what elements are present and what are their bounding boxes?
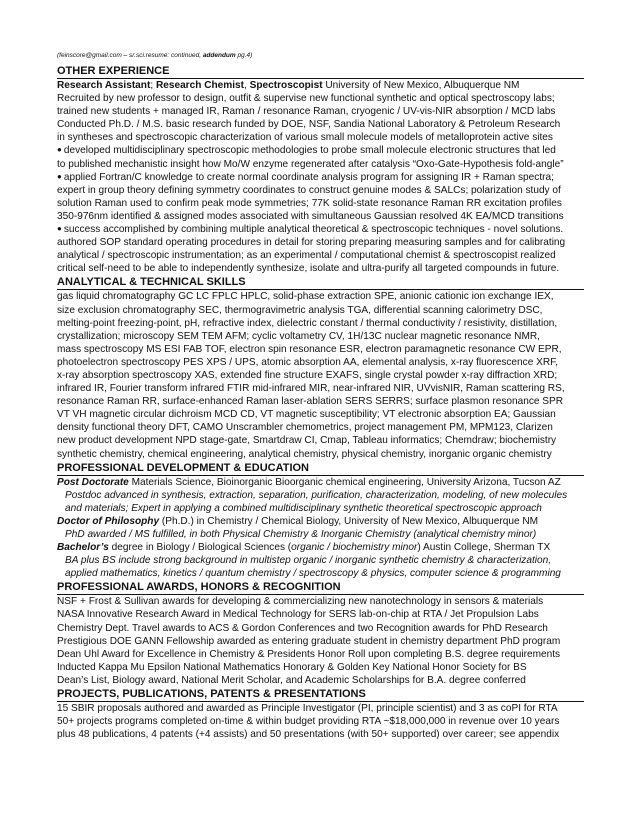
skills-line: size exclusion chromatography SEC, thermogravimetric analysis TGA, differential scanning calorimetry DSC,	[57, 304, 543, 316]
resume-page	[57, 52, 584, 741]
experience-role-line: Research Assistant; Research Chemist, Spectroscopist University of New Mexico, Albuquerque NM	[57, 80, 520, 91]
skills-line: photoelectron spectroscopy PES XPS / UPS, atomic absorption AA, elemental analysis, x-ray fluorescence XRF,	[57, 356, 558, 368]
skills-line: crystallization; microscopy SEM TEM AFM; cyclic voltametry CV, 1H/13C nuclear magnetic resonance NMR,	[57, 330, 540, 342]
award-line: NASA Innovative Research Award in Medical Technology for SERS lab-on-chip at RTA / Jet Propulsion Labs	[57, 609, 539, 621]
award-line: NSF + Frost & Sullivan awards for developing & commercializing new nanotechnology in sensors & materials	[57, 596, 544, 608]
award-line: Chemistry Dept. Travel awards to ACS & Gordon Conferences and two Recognition awards for PhD Research	[57, 622, 548, 634]
skills-line: x-ray absorption spectroscopy XAS, extended fine structure EXAFS, single crystal powder x-ray diffraction XRD;	[57, 369, 558, 381]
skills-line: new product development NPD stage-gate, Smartdraw CI, Cmap, Tableau informatics; Chemdraw; biochemistry	[57, 435, 557, 447]
experience-line: Recruited by new professor to design, outfit & supervise new functional synthetic and optical spectroscopy labs;	[57, 93, 555, 105]
skills-line: VT VH magnetic circular dichroism MCD CD, VT magnetic susceptibility; VT electronic absorption EA; Gaussian	[57, 409, 556, 421]
experience-bullet-line: solution Raman used to confirm peak mode symmetries; 77K solid-state resonance Raman RR excitation profiles	[57, 197, 562, 209]
award-line: Dean’s List, Biology award, National Merit Scholar, and Academic Scholarships for B.A. degree conferred	[57, 674, 526, 686]
section-other-experience-title: OTHER EXPERIENCE	[57, 65, 584, 79]
experience-bullet-line: critical self-need to be able to independently synthesize, isolate and ultra-purify all targeted compounds in future.	[57, 263, 560, 275]
section-projects-title: PROJECTS, PUBLICATIONS, PATENTS & PRESENTATIONS	[57, 688, 584, 702]
skills-line: density functional theory DFT, CAMO Unscrambler chemometrics, project management PM, MPM123, Clarizen	[57, 422, 553, 434]
experience-bullet: ● success accomplished by combining multiple analytical theoretical & spectroscopic techniques - novel solutions.	[57, 223, 584, 236]
award-line: Prestigious DOE GANN Fellowship awarded as entering graduate student in chemistry department PhD program	[57, 635, 561, 647]
education-phd: Doctor of Philosophy (Ph.D.) in Chemistry / Chemical Biology, University of New Mexico, Albuquerque NM	[57, 515, 539, 527]
skills-line: melting-point freezing-point, pH, refractive index, dielectric constant / thermal conductivity / resistivity, distillation,	[57, 317, 558, 329]
project-line: plus 48 publications, 4 patents (+4 assists) and 50 presentations (with 50+ supported) over career; see appendix	[57, 729, 560, 741]
section-education-title: PROFESSIONAL DEVELOPMENT & EDUCATION	[57, 462, 584, 476]
education-desc-line: BA plus BS include strong background in multistep organic / inorganic synthetic chemistry & characterization,	[65, 555, 552, 567]
skills-line: gas liquid chromatography GC LC FPLC HPLC, solid-phase extraction SPE, anionic cationic ion exchange IEX,	[57, 291, 554, 303]
education-desc-line: applied mathematics, kinetics / quantum chemistry / spectroscopy & physics, computer science & programming	[65, 568, 561, 580]
project-line: 15 SBIR proposals authored and awarded as Principle Investigator (PI, principle scientist) and 3 as coPI for RTA	[57, 703, 558, 715]
experience-bullet: ● applied Fortran/C knowledge to create normal coordinate analysis program for assigning IR + Raman spectra;	[57, 171, 584, 184]
award-line: Dean Uhl Award for Excellence in Chemistry & Presidents Honor Roll upon completing B.S. degree requirements	[57, 648, 561, 660]
experience-bullet-line: authored SOP standard operating procedures in detail for storing preparing measuring samples and for calibrating	[57, 237, 566, 249]
experience-bullet: ● developed multidisciplinary spectroscopic methodologies to probe small molecule electronic structures that led	[57, 144, 584, 157]
award-line: Inducted Kappa Mu Epsilon National Mathematics Honorary & Golden Key National Honor Society for BS	[57, 661, 527, 673]
education-postdoc: Post Doctorate Materials Science, Bioinorganic Bioorganic chemical engineering, University Arizona, Tucson AZ	[57, 476, 561, 488]
education-desc-line: and materials; Expert in applying a combined multidisciplinary synthetic theoretical spectroscopic approach	[65, 502, 542, 514]
skills-line: mass spectroscopy MS ESI FAB TOF, electron spin resonance ESR, electron paramagnetic resonance CW EPR,	[57, 343, 562, 355]
section-analytical-title: ANALYTICAL & TECHNICAL SKILLS	[57, 276, 584, 290]
experience-line: Conducted Ph.D. / M.S. basic research funded by DOE, NSF, Sandia National Laboratory & Petroleum Research	[57, 119, 561, 131]
education-desc-line: Postdoc advanced in synthesis, extraction, separation, purification, characterization, modeling, of new molecules	[65, 489, 568, 501]
skills-line: resonance Raman RR, surface-enhanced Raman laser-ablation SERS SERRS; surface plasmon resonance SPR	[57, 396, 564, 408]
experience-bullet-line: analytical / spectroscopic instrumentation; as an experimental / computational chemist & spectroscopist realized	[57, 250, 556, 262]
experience-bullet-line: expert in group theory defining symmetry coordinates to construct genuine modes & SALCs; polarization study of	[57, 184, 561, 196]
education-bachelor: Bachelor’s degree in Biology / Biological Sciences (organic / biochemistry minor) Austin College, Sherman TX	[57, 542, 551, 554]
section-awards-title: PROFESSIONAL AWARDS, HONORS & RECOGNITION	[57, 581, 584, 595]
experience-bullet-line: to published mechanistic insight how Mo/W enzyme regenerated after catalysis “Oxo-Gate-Hypothesis fold-angle”	[57, 158, 564, 170]
education-desc-line: PhD awarded / MS fulfilled, in both Physical Chemistry & Inorganic Chemistry (analytical chemistry minor)	[65, 529, 537, 540]
skills-line: synthetic chemistry, chemical engineering, analytical chemistry, physical chemistry, inorganic organic chemistry	[57, 448, 552, 460]
experience-line: trained new students + managed IR, Raman / resonance Raman, cryogenic / UV-vis-NIR absorption / MCD labs	[57, 106, 556, 118]
skills-line: infrared IR, Fourier transform infrared FTIR mid-infrared MIR, near-infrared NIR, UVvisNIR, Raman scattering RS,	[57, 383, 565, 395]
experience-bullet-line: 350-976nm identified & assigned modes associated with simultaneous Gaussian resolved 4K EA/MCD transitions	[57, 210, 564, 222]
experience-line: in syntheses and spectroscopic characterization of various small molecule models of metalloprotein active sites	[57, 132, 553, 144]
header-note: (feinscore@gmail.com – sr.sci.resume: continued, addendum pg.4)	[57, 52, 253, 59]
project-line: 50+ projects programs completed on-time & within budget providing RTA ~$18,000,000 in revenue over 10 years	[57, 716, 560, 728]
